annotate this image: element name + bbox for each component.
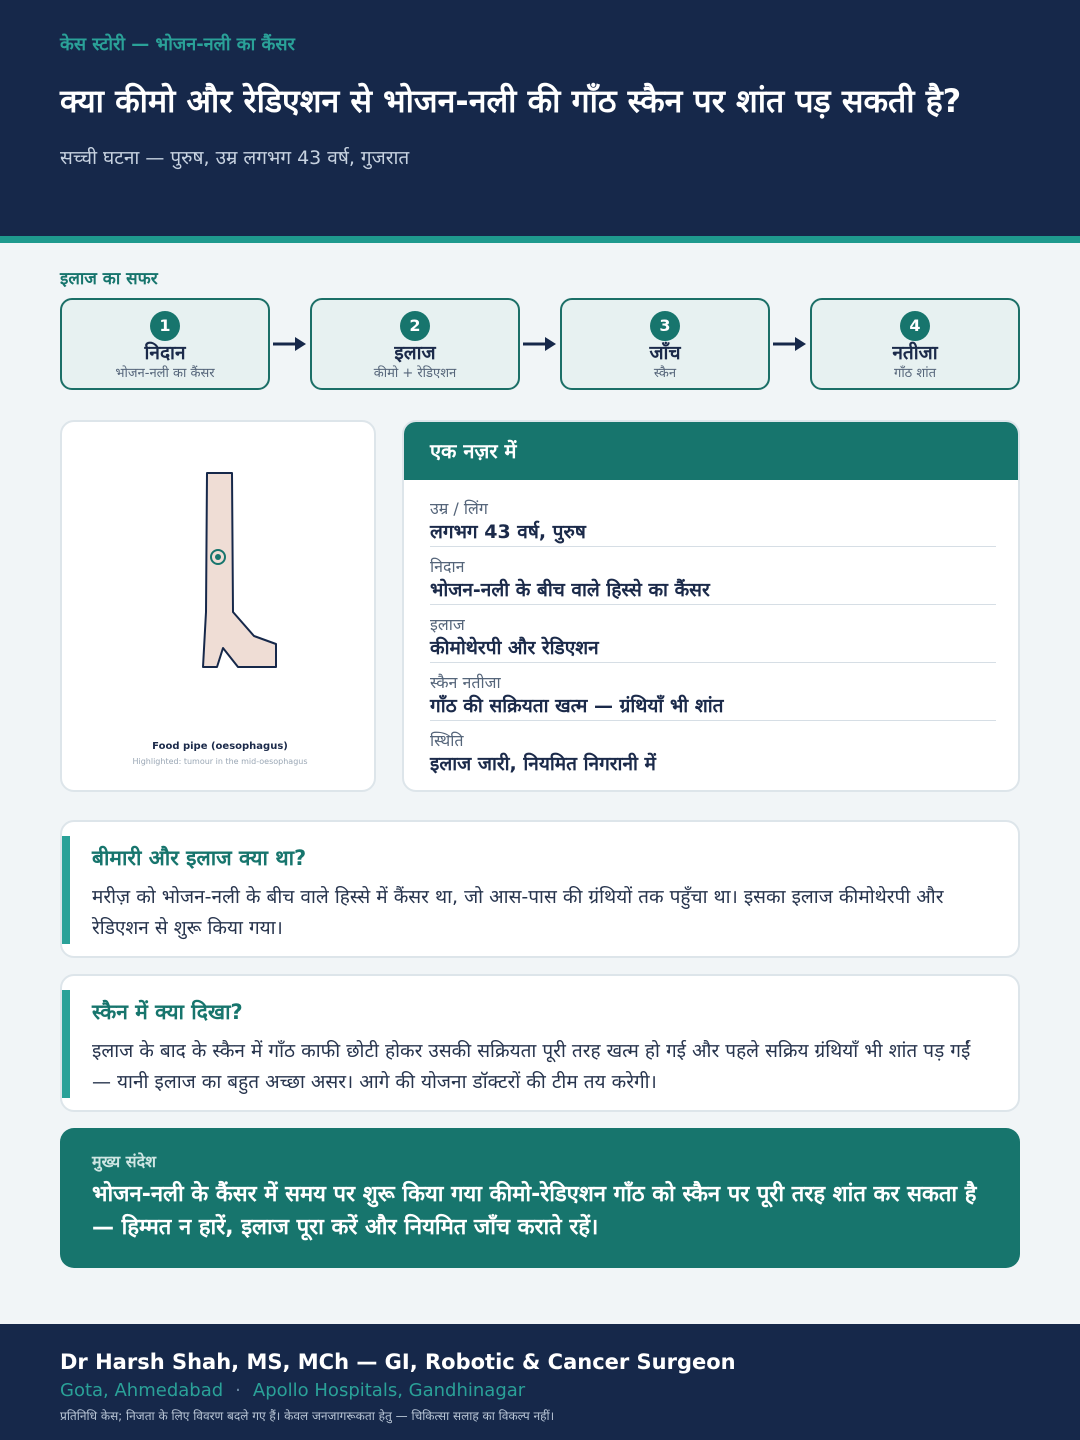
arrow-right-icon — [273, 334, 307, 354]
footer-locations — [60, 1380, 1020, 1401]
step-number: 3 — [650, 311, 680, 341]
doctor-name: Dr Harsh Shah, MS, MCh — GI, Robotic & Cancer Surgeon — [60, 1350, 736, 1374]
location-apollo: Apollo Hospitals, Gandhinagar — [252, 1380, 526, 1401]
step-number: 2 — [400, 311, 430, 341]
key-message-card — [60, 1128, 1020, 1268]
illustration-card — [60, 420, 376, 792]
section-accent-bar — [62, 990, 70, 1098]
disclaimer: प्रतिनिधि केस; निजता के लिए विवरण बदले गए हैं। केवल जनजागरूकता हेतु — चिकित्सा सलाह का विकल्प नहीं। — [60, 1409, 555, 1423]
glance-label: इलाज — [430, 615, 465, 634]
glance-label: उम्र / लिंग — [430, 499, 488, 518]
section-heading: स्कैन में क्या दिखा? — [92, 1000, 243, 1024]
glance-label: स्थिति — [430, 731, 464, 750]
step-title: नतीजा — [892, 342, 938, 364]
glance-label: स्कैन नतीजा — [430, 673, 501, 692]
section-scan-findings — [60, 974, 1020, 1112]
oesophagus-illustration — [62, 422, 378, 722]
step-subtitle: कीमो + रेडिएशन — [373, 366, 457, 381]
journey-step-treatment — [310, 298, 520, 390]
glance-value: इलाज जारी, नियमित निगरानी में — [430, 753, 656, 775]
step-subtitle: भोजन-नली का कैंसर — [115, 366, 215, 381]
footer — [0, 1324, 1080, 1440]
step-title: इलाज — [394, 342, 436, 364]
kicker: केस स्टोरी — भोजन-नली का कैंसर — [60, 34, 295, 55]
journey-step-diagnosis — [60, 298, 270, 390]
glance-heading: एक नज़र में — [404, 422, 1018, 480]
glance-row-status — [430, 731, 996, 777]
illustration-subcaption: Highlighted: tumour in the mid-oesophagus — [132, 757, 308, 766]
journey-step-result — [810, 298, 1020, 390]
oesophagus-shape — [203, 473, 276, 667]
step-number: 4 — [900, 311, 930, 341]
location-gota: Gota, Ahmedabad — [60, 1380, 224, 1401]
divider — [430, 720, 996, 721]
section-body: इलाज के बाद के स्कैन में गाँठ काफी छोटी होकर उसकी सक्रियता पूरी तरह खत्म हो गई और पहले सक्रिय ग्रंथियाँ भी शांत पड़ गईं — यानी इलाज का बहुत अच्छा असर। आगे की योजना डॉक्टरों की टीम तय करेगी। — [92, 1040, 971, 1093]
separator-dot: · — [235, 1380, 241, 1401]
divider — [430, 662, 996, 663]
glance-value: लगभग 43 वर्ष, पुरुष — [430, 521, 586, 543]
step-number: 1 — [150, 311, 180, 341]
journey-step-test — [560, 298, 770, 390]
glance-row-treatment — [430, 615, 996, 663]
step-title: निदान — [144, 342, 186, 364]
divider — [430, 604, 996, 605]
key-message-text: भोजन-नली के कैंसर में समय पर शुरू किया गया कीमो-रेडिएशन गाँठ को स्कैन पर पूरी तरह शांत कर सकता है — हिम्मत न हारें, इलाज पूरा करें और नियमित जाँच कराते रहें। — [92, 1182, 977, 1240]
illustration-caption: Food pipe (oesophagus) — [152, 741, 288, 752]
step-subtitle: गाँठ शांत — [894, 366, 936, 381]
glance-label: निदान — [430, 557, 465, 576]
section-accent-bar — [62, 836, 70, 944]
step-subtitle: स्कैन — [653, 366, 677, 381]
page-title: क्या कीमो और रेडिएशन से भोजन-नली की गाँठ स्कैन पर शांत पड़ सकती है? — [60, 82, 962, 120]
glance-row-scan-result — [430, 673, 996, 721]
key-message-label: मुख्य संदेश — [92, 1152, 156, 1171]
glance-value: गाँठ की सक्रियता खत्म — ग्रंथियाँ भी शांत — [430, 695, 724, 717]
step-title: जाँच — [649, 342, 681, 364]
divider — [430, 546, 996, 547]
header-banner — [0, 0, 1080, 236]
glance-value: कीमोथेरपी और रेडिएशन — [430, 637, 599, 659]
journey-label: इलाज का सफर — [60, 269, 158, 289]
glance-row-age — [430, 499, 996, 547]
glance-row-diagnosis — [430, 557, 996, 605]
arrow-right-icon — [773, 334, 807, 354]
glance-value: भोजन-नली के बीच वाले हिस्से का कैंसर — [430, 579, 710, 601]
at-a-glance-card — [402, 420, 1020, 792]
arrow-right-icon — [523, 334, 557, 354]
header-divider — [0, 236, 1080, 243]
section-heading: बीमारी और इलाज क्या था? — [92, 846, 307, 870]
tumour-marker-dot — [215, 554, 221, 560]
section-disease-treatment — [60, 820, 1020, 958]
page-subtitle: सच्ची घटना — पुरुष, उम्र लगभग 43 वर्ष, गुजरात — [60, 147, 410, 169]
section-body: मरीज़ को भोजन-नली के बीच वाले हिस्से में कैंसर था, जो आस-पास की ग्रंथियों तक पहुँचा था। इसका इलाज कीमोथेरपी और रेडिएशन से शुरू किया गया। — [92, 886, 944, 939]
